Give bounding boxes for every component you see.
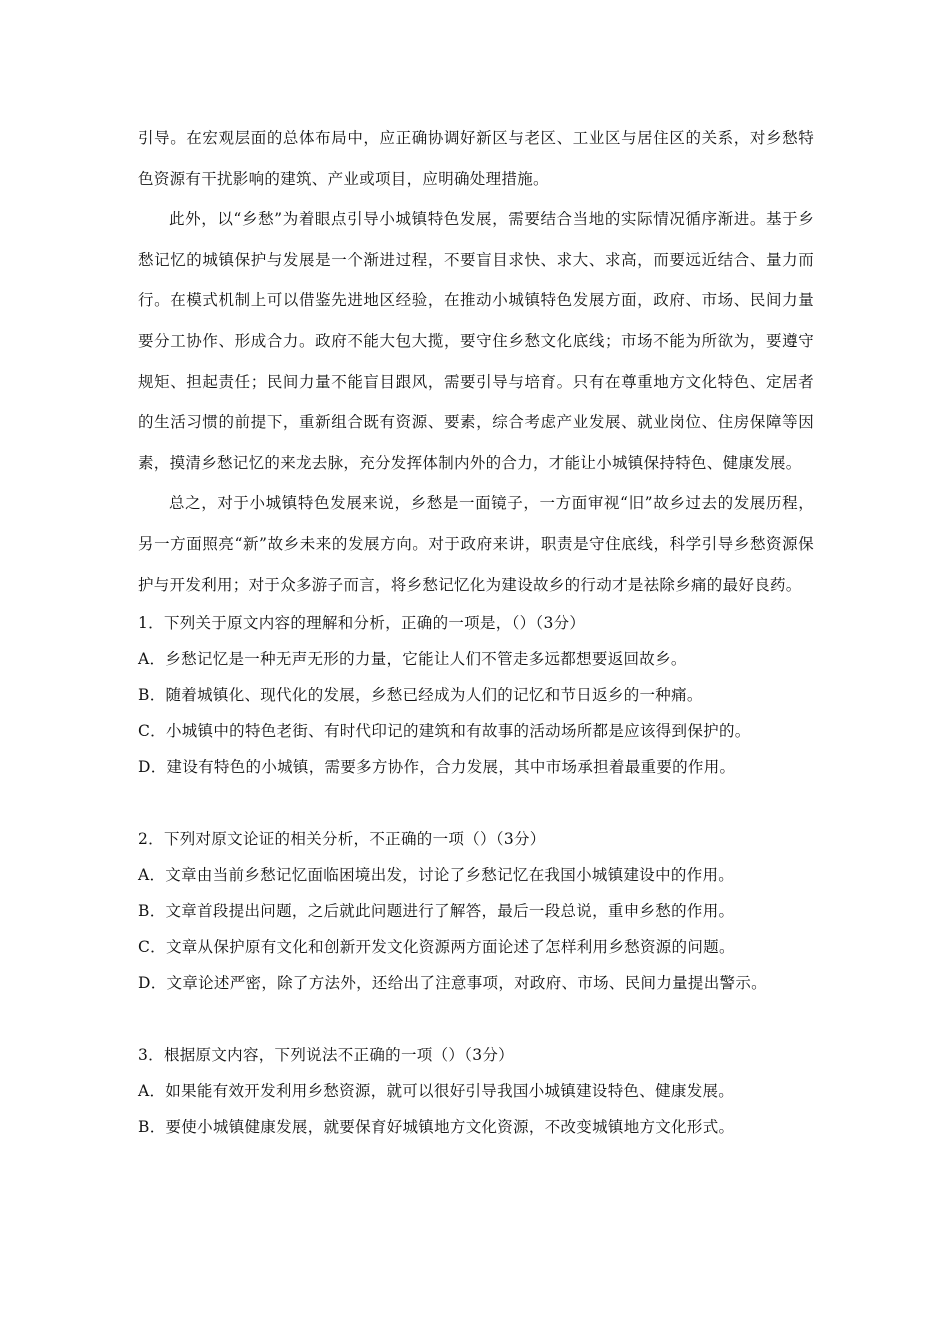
option-a: A．乡愁记忆是一种无声无形的力量，它能让人们不管走多远都想要返回故乡。 <box>138 650 687 669</box>
passage-paragraph-1: 引导。在宏观层面的总体布局中，应正确协调好新区与老区、工业区与居住区的关系，对乡愁特色资源有干扰影响的建筑、产业或项目，应明确处理措施。 <box>138 129 814 188</box>
option-c: C．小城镇中的特色老街、有时代印记的建筑和有故事的活动场所都是应该得到保护的。 <box>138 722 751 741</box>
option-b: B．文章首段提出问题，之后就此问题进行了解答，最后一段总说，重申乡愁的作用。 <box>138 902 735 921</box>
option-a: A．如果能有效开发利用乡愁资源，就可以很好引导我国小城镇建设特色、健康发展。 <box>138 1082 735 1101</box>
question-stem: 3．根据原文内容，下列说法不正确的一项（）（3分） <box>138 1046 514 1065</box>
option-c: C．文章从保护原有文化和创新开发文化资源两方面论述了怎样利用乡愁资源的问题。 <box>138 938 735 957</box>
question-stem: 2．下列对原文论证的相关分析，不正确的一项（）（3分） <box>138 830 546 849</box>
option-d: D．建设有特色的小城镇，需要多方协作，合力发展，其中市场承担着最重要的作用。 <box>138 758 736 777</box>
passage-paragraph-2: 此外，以“乡愁”为着眼点引导小城镇特色发展，需要结合当地的实际情况循序渐进。基于乡愁记忆的城镇保护与发展是一个渐进过程，不要盲目求快、求大、求高，而要远近结合、量力而行。在模式机制上可以借鉴先进地区经验，在推动小城镇特色发展方面，政府、市场、民间力量要分工协作、形成合力。政府不能大包大揽，要守住乡愁文化底线；市场不能为所欲为，要遵守规矩、担起责任；民间力量不能盲目跟风，需要引导与培育。只有在尊重地方文化特色、定居者的生活习惯的前提下，重新组合既有资源、要素，综合考虑产业发展、就业岗位、住房保障等因素，摸清乡愁记忆的来龙去脉，充分发挥体制内外的合力，才能让小城镇保持特色、健康发展。 <box>138 210 814 472</box>
passage-paragraph-3: 总之，对于小城镇特色发展来说，乡愁是一面镜子，一方面审视“旧”故乡过去的发展历程，另一方面照亮“新”故乡未来的发展方向。对于政府来讲，职责是守住底线，科学引导乡愁资源保护与开发利用；对于众多游子而言，将乡愁记忆化为建设故乡的行动才是祛除乡痛的最好良药。 <box>138 494 814 594</box>
option-a: A．文章由当前乡愁记忆面临困境出发，讨论了乡愁记忆在我国小城镇建设中的作用。 <box>138 866 735 885</box>
document-page <box>138 118 814 1145</box>
option-b: B．要使小城镇健康发展，就要保育好城镇地方文化资源，不改变城镇地方文化形式。 <box>138 1118 735 1137</box>
passage <box>138 118 814 605</box>
option-b: B．随着城镇化、现代化的发展，乡愁已经成为人们的记忆和节日返乡的一种痛。 <box>138 686 703 705</box>
question-3 <box>138 1037 814 1145</box>
option-d: D．文章论述严密，除了方法外，还给出了注意事项，对政府、市场、民间力量提出警示。 <box>138 974 767 993</box>
question-1 <box>138 605 814 785</box>
question-2 <box>138 821 814 1001</box>
question-stem: 1．下列关于原文内容的理解和分析，正确的一项是，（）（3分） <box>138 614 586 633</box>
